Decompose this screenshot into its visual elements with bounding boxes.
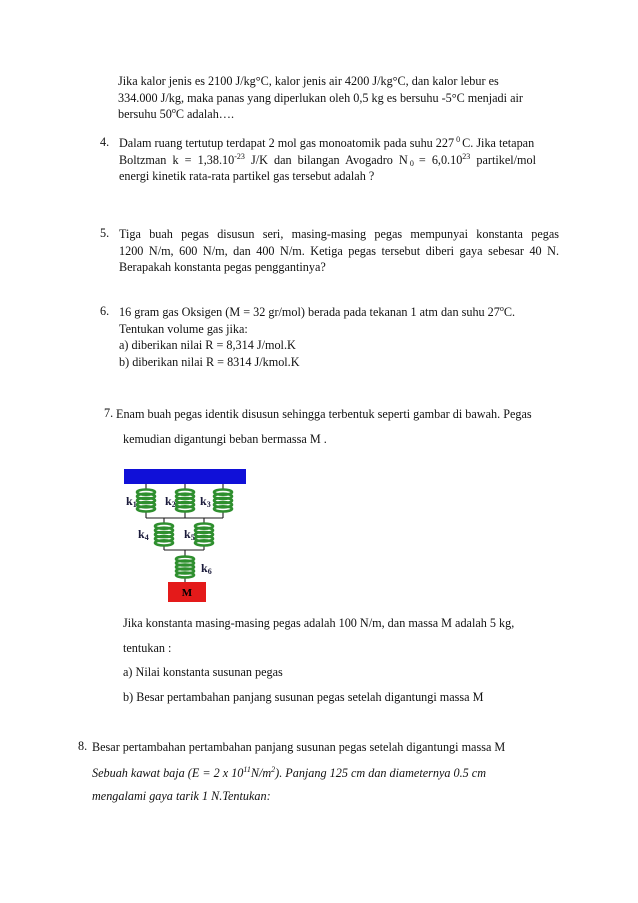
q4-sup-1: 0 <box>454 135 463 144</box>
question-7-number: 7. <box>104 406 114 420</box>
question-8-text <box>92 762 552 807</box>
spring-coil <box>195 540 213 545</box>
q7-line-2: kemudian digantungi beban bermassa M . <box>123 432 327 446</box>
q4-sup-2: -23 <box>234 151 245 161</box>
question-8-number: 8. <box>78 739 88 753</box>
q6-line-2: Tentukan volume gas jika: <box>119 321 248 336</box>
mass-label: M <box>181 587 193 599</box>
question-4-number: 4. <box>100 135 110 149</box>
q8-line-3: mengalami gaya tarik 1 N.Tentukan: <box>92 788 271 803</box>
label-k5: k5 <box>184 527 195 542</box>
q3-sup: o <box>171 106 176 115</box>
spring-coil <box>214 506 232 511</box>
label-k4: k4 <box>138 527 149 542</box>
q7-option-b: b) Besar pertambahan panjang susunan pegas setelah digantungi massa M <box>123 689 484 704</box>
label-k6: k6 <box>201 561 212 576</box>
spring-coil <box>176 573 194 578</box>
q8-sup-1: 11 <box>243 765 251 774</box>
label-k2: k2 <box>165 494 176 509</box>
q4-line-2b: J/K dan bilangan Avogadro N <box>244 152 408 167</box>
q6-option-b: b) diberikan nilai R = 8314 J/kmol.K <box>119 354 300 369</box>
spring-k6 <box>176 557 194 578</box>
q8-sup-2: 2 <box>271 765 276 774</box>
question-8-line-1: Besar pertambahan pertambahan panjang susunan pegas setelah digantungi massa M <box>92 740 506 754</box>
spring-coil <box>176 506 194 511</box>
q5-line-1: Tiga buah pegas disusun seri, masing-masing pegas mempunyai konstanta pegas <box>119 227 559 241</box>
spring-k4 <box>155 523 173 545</box>
spring-system-figure <box>124 469 246 603</box>
spring-k2 <box>176 489 194 511</box>
q3-line-3 <box>118 106 548 123</box>
q5-line-2: 1200 N/m, 600 N/m, dan 400 N/m. Ketiga pegas tersebut diberi gaya sebesar 40 N. <box>119 243 559 258</box>
question-7-tasks <box>123 611 563 709</box>
q6-line-1b: C. <box>503 305 516 319</box>
spring-k3 <box>214 489 232 511</box>
q4-line-1 <box>119 135 559 152</box>
spring-k1 <box>137 489 155 511</box>
ceiling-bar <box>124 469 246 484</box>
q7-line-1: Enam buah pegas identik disusun sehingga terbentuk seperti gambar di bawah. Pegas <box>116 407 532 421</box>
label-k1: k1 <box>126 494 137 509</box>
q6-option-a: a) diberikan nilai R = 8,314 J/mol.K <box>119 338 296 352</box>
q3-line-3a: bersuhu 50 <box>118 107 172 121</box>
question-3-text <box>118 73 548 123</box>
q8-line-2c: ). Panjang 125 cm dan diameternya 0.5 cm <box>275 766 487 780</box>
q4-line-3: energi kinetik rata-rata partikel gas tersebut adalah ? <box>119 169 375 183</box>
q4-line-1a: Dalam ruang tertutup terdapat 2 mol gas monoatomik pada suhu 227 <box>119 136 455 150</box>
spring-k5 <box>195 523 213 545</box>
q3-line-3b: C adalah…. <box>175 107 235 121</box>
question-4-text <box>119 135 559 185</box>
question-5-text <box>119 226 559 276</box>
q7-line-4: tentukan : <box>123 640 172 655</box>
q6-line-1a: 16 gram gas Oksigen (M = 32 gr/mol) berada pada tekanan 1 atm dan suhu 27 <box>119 305 500 319</box>
q4-sup-3: 23 <box>462 151 471 161</box>
label-k3: k3 <box>200 494 211 509</box>
q8-line-2 <box>92 762 552 785</box>
question-6-number: 6. <box>100 304 110 318</box>
q4-line-2 <box>119 152 559 169</box>
q7-option-a: a) Nilai konstanta susunan pegas <box>123 665 283 679</box>
question-6-text <box>119 304 549 370</box>
q8-line-2a: Sebuah kawat baja (E = 2 x 10 <box>92 766 244 780</box>
question-7-intro-2 <box>123 431 553 448</box>
q4-line-2d: partikel/mol <box>470 152 536 167</box>
q3-line-1: Jika kalor jenis es 2100 J/kg°C, kalor jenis air 4200 J/kg°C, dan kalor lebur es <box>118 74 499 88</box>
q4-line-2a: Boltzman k = 1,38.10 <box>119 152 235 167</box>
q7-line-3: Jika konstanta masing-masing pegas adalah 100 N/m, dan massa M adalah 5 kg, <box>123 616 515 630</box>
q6-line-1 <box>119 304 549 321</box>
q3-line-2: 334.000 J/kg, maka panas yang diperlukan oleh 0,5 kg es bersuhu -5°C menjadi air <box>118 90 523 105</box>
q6-sup: o <box>499 304 504 313</box>
q8-line-2b: N/m <box>250 766 272 780</box>
spring-coil <box>155 540 173 545</box>
q5-line-3: Berapakah konstanta pegas penggantinya? <box>119 260 326 274</box>
q4-line-1b: C. Jika tetapan <box>462 136 535 150</box>
question-7-intro <box>116 406 566 423</box>
question-5-number: 5. <box>100 226 110 240</box>
q4-line-2c: = 6,0.10 <box>415 152 463 167</box>
spring-coil <box>137 506 155 511</box>
q4-sub: 0 <box>407 158 416 168</box>
